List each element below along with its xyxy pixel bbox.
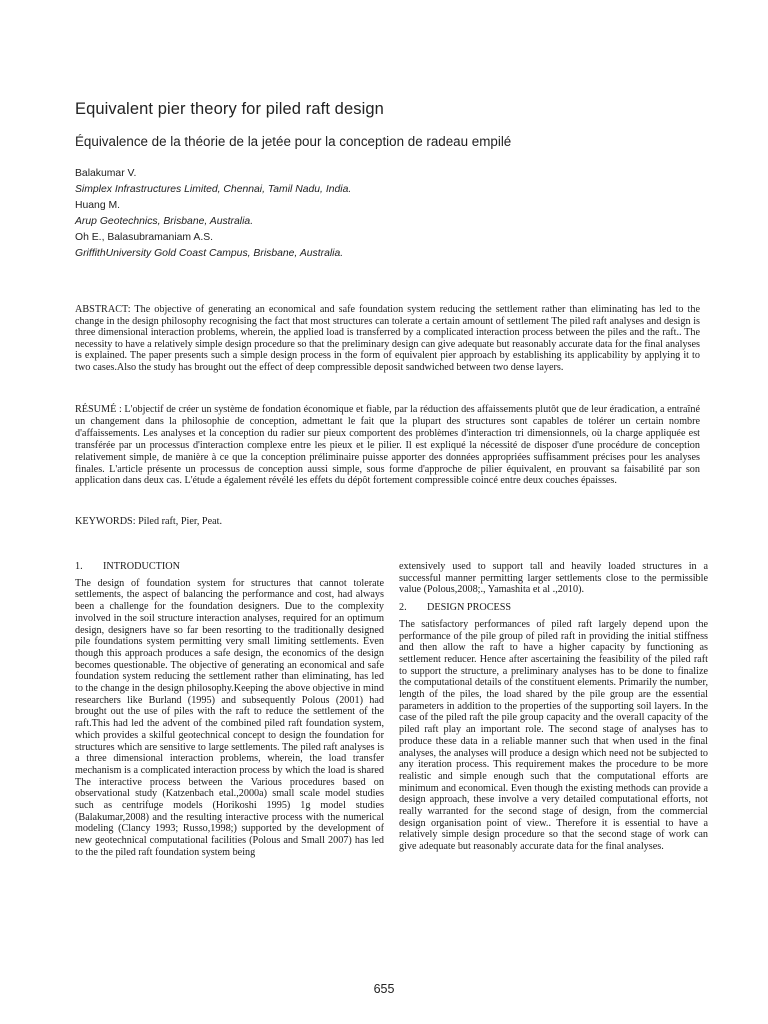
resume-french-abstract: RÉSUMÉ : L'objectif de créer un système de fondation économique et fiable, par la réduction des affaissements plutôt que de leur éradication, a entraîné un changement dans la philosophie de conception, admettant le fait que la plupart des structures sont capables de tolérer un certain nombre d'affaissements. Les analyses et la conception du radier sur pieux comportent des problèmes d'interaction tri dimensionnels, où la charge appliquée est transférée par un processus d'interaction complexe entre les pieux et le pilier. Il est expliqué la nécessité de disposer d'une procédure de conception relativement simple, de manière à ce que la conception préliminaire puisse apporter des données appropriées suffisamment précises pour les analyses finales. L'article présente un processus de conception aussi simple, sous forme d'approche de pilier équivalent, en prouvant sa faisabilité par son application dans deux cas. L'étude a également révélé les effets du dépôt fortement compressible coincé entre deux couches épaisses. xyxy=(75,404,700,487)
keywords: KEYWORDS: Piled raft, Pier, Peat. xyxy=(75,516,223,527)
section-title: INTRODUCTION xyxy=(103,561,180,572)
author-affiliation: Simplex Infrastructures Limited, Chennai, Tamil Nadu, India. xyxy=(75,183,352,195)
author-name: Balakumar V. xyxy=(75,168,137,179)
author-name: Huang M. xyxy=(75,199,121,211)
paper-title: Equivalent pier theory for piled raft design xyxy=(75,100,384,118)
paper-subtitle-french: Équivalence de la théorie de la jetée pour la conception de radeau empilé xyxy=(75,134,512,149)
abstract: ABSTRACT: The objective of generating an economical and safe foundation system reducing the settlement rather than eliminating has led to the change in the design philosophy recognising the fact that most structures can tolerate a certain amount of settlement The piled raft analyses and design is three dimensional interaction problems, wherein, the applied load is transferred by a complicated interaction process between the piles and the raft.. The necessity to have a relatively simple design procedure so that the preliminary design can give adequate but reasonably accurate data for the final analyses is explained. The paper presents such a simple design process in the form of equivalent pier approach by establishing its applicability by applying it to two cases.Also the study has brought out the effect of deep compressible deposit sandwiched between two dense layers. xyxy=(75,304,700,373)
section-number: 2. xyxy=(399,602,407,614)
design-process-paragraph: The satisfactory performances of piled raft largely depend upon the performance of the pile group of piled raft in providing the initial stiffness and then allow the raft to have a higher capacity by functioning as settlement reducer. Hence after ascertaining the feasibility of the piled raft to support the structure, a preliminary analyses has to be done to finalize the computational details of the constituent elements. Primarily the number, length of the piles, the load shared by the pile group are the essential parameters in addition to the properties of the supporting soil layers. In the case of the piled raft the pile group capacity and the overall capacity of the piled raft play an important role. The second stage of analyses has to produce these data in a reliable manner such that when used in the final analyses, the analyses will produce a design which need not be subjected to any iteration process. This requirement makes the procedure to be more realistic and simple enough such that the computational efforts are minimum and economical. Even though the existing methods can provide a design approach, these involve a very detailed computational efforts, not really warranted for the second stage of design, from the commercial design organisation point of view.. Therefore it is essential to have a relatively simple design procedure so that the second stage of work can give adequate but reasonably accurate data for the final analyses. xyxy=(399,618,708,853)
section-title: DESIGN PROCESS xyxy=(427,602,512,614)
section-heading-design-process xyxy=(399,602,708,614)
author-name: Oh E., Balasubramaniam A.S. xyxy=(75,231,214,243)
introduction-paragraph-continued: extensively used to support tall and heavily loaded structures in a successful manner permitting larger settlements close to the permissible value (Polous,2008;., Yamashita et al .,2010). xyxy=(399,561,708,596)
author-block xyxy=(75,166,351,261)
introduction-paragraph: The design of foundation system for structures that cannot tolerate settlements, the aspect of balancing the performance and cost, had always been a challenge for the foundation designers. Due to the complexity involved in the soil structure interaction analyses, required for an optimum design, designers have so far been resorting to the traditionally designed pile foundations system permitting very small limiting settlements. Even though this approach produces a safe design, the economics of the design becomes questionable. The objective of generating an economical and safe foundation system reducing the settlement rather than eliminating, has led to the change in the design philosophy.Keeping the above objective in mind researchers like Burland (1995) and subsequently Polous (2001) had brought out the use of piles with the raft to reduce the settlement of the raft.This had led the advent of the combined piled raft foundation system, which provides a skilful geotechnical concept to design the foundation for structures which are sensitive to large settlements. The piled raft analyses is a three dimensional interaction problems, wherein, the load transfer mechanism is a complicated interaction process by which the load is shared The interactive process between the Various procedures based on observational study (Katzenbach etal.,2000a) small scale model studies such as centrifuge models (Horikoshi 1995) 1g model studies (Balakumar,2008) and the resulting interactive process with the numerical modeling (Clancy 1993; Russo,1998;) supported by the development of new geotechnical computational facilities (Polous and Small 2007) has led to the the piled raft foundation system being xyxy=(75,577,384,858)
author-affiliation: GriffithUniversity Gold Coast Campus, Brisbane, Australia. xyxy=(75,247,344,259)
section-number: 1. xyxy=(75,561,83,572)
left-column xyxy=(75,561,384,859)
page-number: 655 xyxy=(373,982,395,996)
author-affiliation: Arup Geotechnics, Brisbane, Australia. xyxy=(75,215,254,227)
right-column xyxy=(399,561,708,853)
section-heading-introduction xyxy=(75,561,384,573)
